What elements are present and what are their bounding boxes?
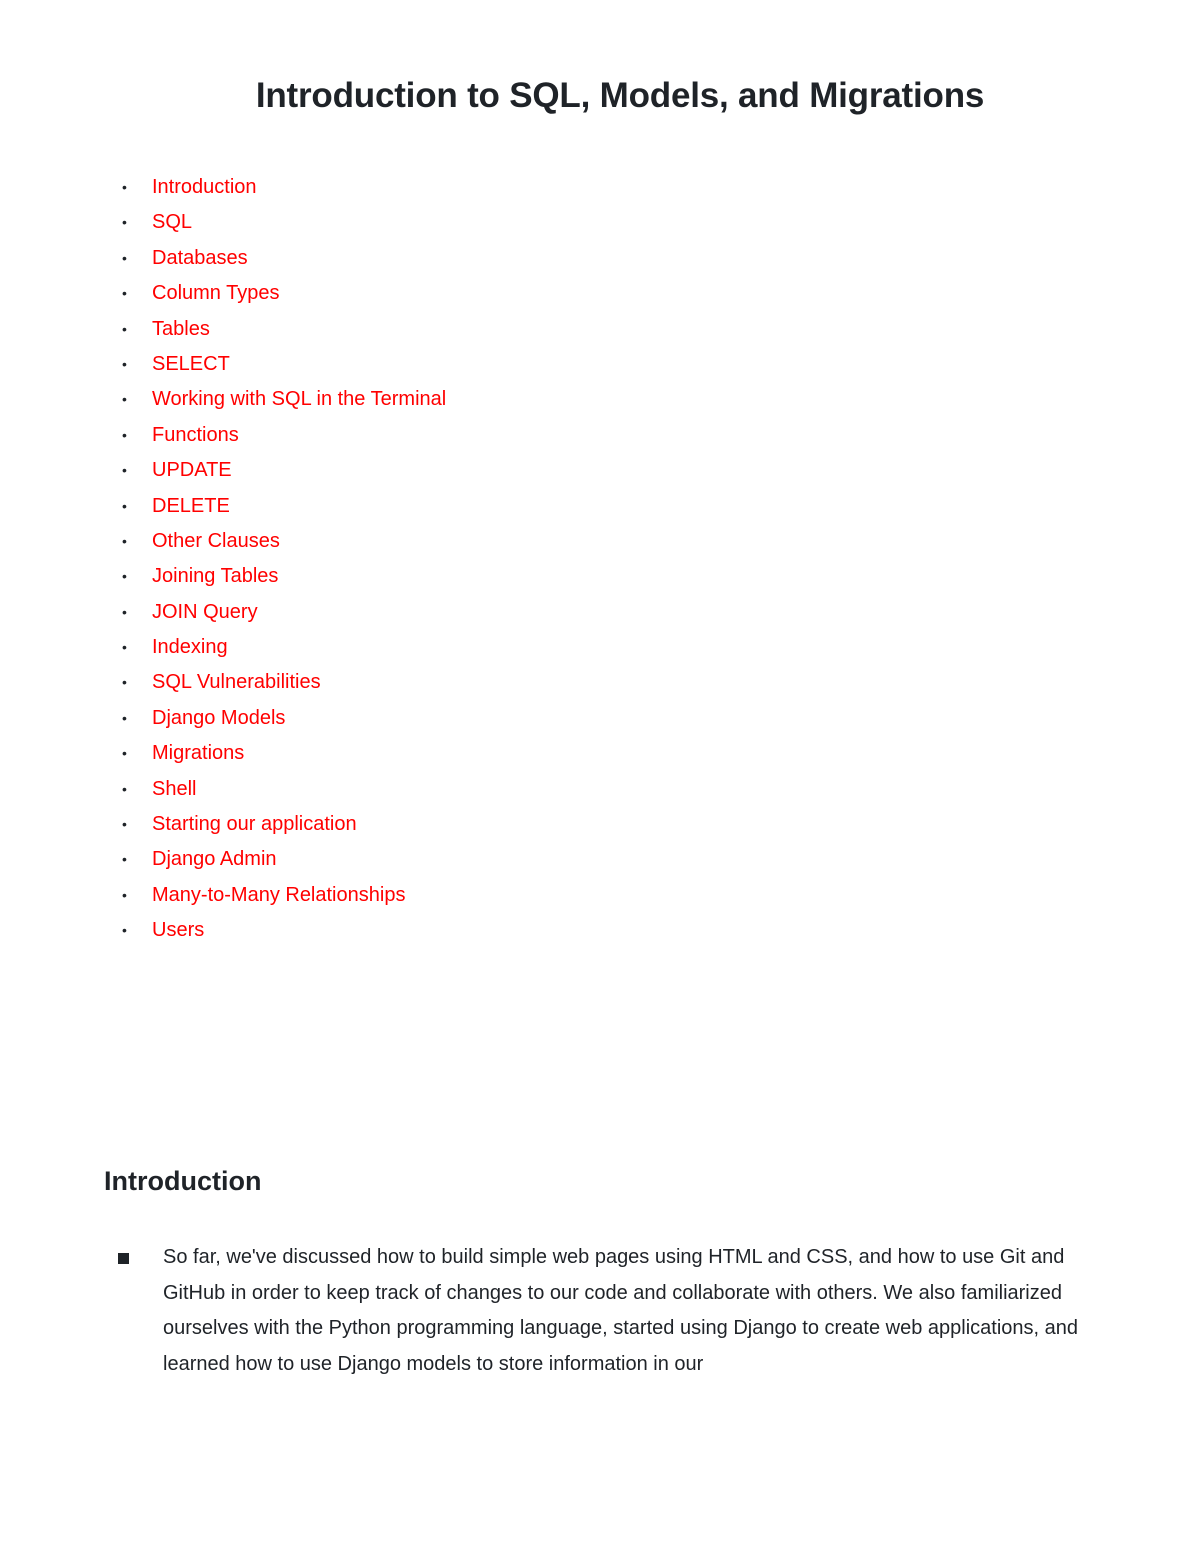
toc-link-many-to-many[interactable]: Many-to-Many Relationships — [152, 883, 406, 906]
list-item — [118, 1240, 1098, 1382]
toc-link-column-types[interactable]: Column Types — [152, 282, 280, 305]
introduction-paragraph: So far, we've discussed how to build simple web pages using HTML and CSS, and how to use Git and GitHub in order to keep track of changes to our code and collaborate with others. We also familiarized ourselves with the Python programming language, started using Django to create web applications, and learned how to use Django models to store information in our — [163, 1246, 1078, 1375]
toc-item — [122, 842, 446, 877]
bullet-icon: • — [122, 285, 127, 302]
page-title: Introduction to SQL, Models, and Migrations — [255, 76, 985, 115]
bullet-icon: • — [122, 745, 127, 762]
toc-item — [122, 736, 446, 771]
toc-item — [122, 241, 446, 276]
toc-item — [122, 878, 446, 913]
bullet-icon: • — [122, 426, 127, 443]
toc-link-other-clauses[interactable]: Other Clauses — [152, 529, 280, 552]
bullet-icon: • — [122, 639, 127, 656]
toc-item — [122, 276, 446, 311]
toc-link-sql[interactable]: SQL — [152, 211, 193, 234]
toc-link-shell[interactable]: Shell — [152, 777, 197, 800]
toc-link-functions[interactable]: Functions — [152, 423, 239, 446]
toc-link-introduction[interactable]: Introduction — [152, 176, 257, 198]
toc-item — [122, 489, 446, 524]
toc-link-users[interactable]: Users — [152, 919, 205, 942]
toc-link-indexing[interactable]: Indexing — [152, 636, 228, 659]
toc-link-sql-vulnerabilities[interactable]: SQL Vulnerabilities — [152, 671, 321, 694]
toc-link-select[interactable]: SELECT — [152, 352, 230, 375]
bullet-icon: • — [122, 922, 127, 939]
toc-item — [122, 524, 446, 559]
toc-item — [122, 559, 446, 594]
toc-link-django-admin[interactable]: Django Admin — [152, 848, 277, 871]
toc-item — [122, 913, 446, 948]
bullet-icon: • — [122, 462, 127, 479]
bullet-icon: • — [122, 214, 127, 231]
toc-item — [122, 772, 446, 807]
toc-item — [122, 382, 446, 417]
toc-link-update[interactable]: UPDATE — [152, 459, 232, 482]
toc-link-working-with-sql[interactable]: Working with SQL in the Terminal — [152, 388, 447, 411]
toc-item — [122, 170, 446, 205]
bullet-icon: • — [122, 568, 127, 585]
bullet-icon: • — [122, 179, 127, 195]
toc-item — [122, 205, 446, 240]
bullet-icon: • — [122, 355, 127, 372]
bullet-icon: • — [122, 249, 127, 266]
toc-link-starting-application[interactable]: Starting our application — [152, 813, 357, 836]
bullet-icon: • — [122, 320, 127, 337]
toc-item — [122, 453, 446, 488]
toc-item — [122, 630, 446, 665]
toc-item — [122, 807, 446, 842]
toc-item — [122, 665, 446, 700]
toc-item — [122, 418, 446, 453]
bullet-icon: • — [122, 674, 127, 691]
toc-item — [122, 347, 446, 382]
bullet-icon: • — [122, 709, 127, 726]
section-heading-introduction: Introduction — [104, 1166, 262, 1196]
bullet-icon: • — [122, 886, 127, 903]
bullet-icon: • — [122, 532, 127, 549]
toc-item — [122, 312, 446, 347]
toc-link-django-models[interactable]: Django Models — [152, 706, 286, 729]
toc-item — [122, 701, 446, 736]
toc-link-delete[interactable]: DELETE — [152, 494, 230, 517]
bullet-icon: • — [122, 391, 127, 408]
toc-link-join-query[interactable]: JOIN Query — [152, 600, 258, 623]
bullet-icon: • — [122, 780, 127, 797]
bullet-icon: • — [122, 497, 127, 514]
introduction-list — [118, 1240, 1098, 1382]
toc-item — [122, 595, 446, 630]
toc-link-joining-tables[interactable]: Joining Tables — [152, 565, 279, 588]
table-of-contents — [122, 170, 446, 949]
bullet-icon: • — [122, 816, 127, 833]
square-bullet-icon — [118, 1253, 129, 1264]
toc-link-migrations[interactable]: Migrations — [152, 742, 245, 765]
bullet-icon: • — [122, 603, 127, 620]
toc-link-tables[interactable]: Tables — [152, 317, 210, 340]
bullet-icon: • — [122, 851, 127, 868]
toc-link-databases[interactable]: Databases — [152, 246, 248, 269]
